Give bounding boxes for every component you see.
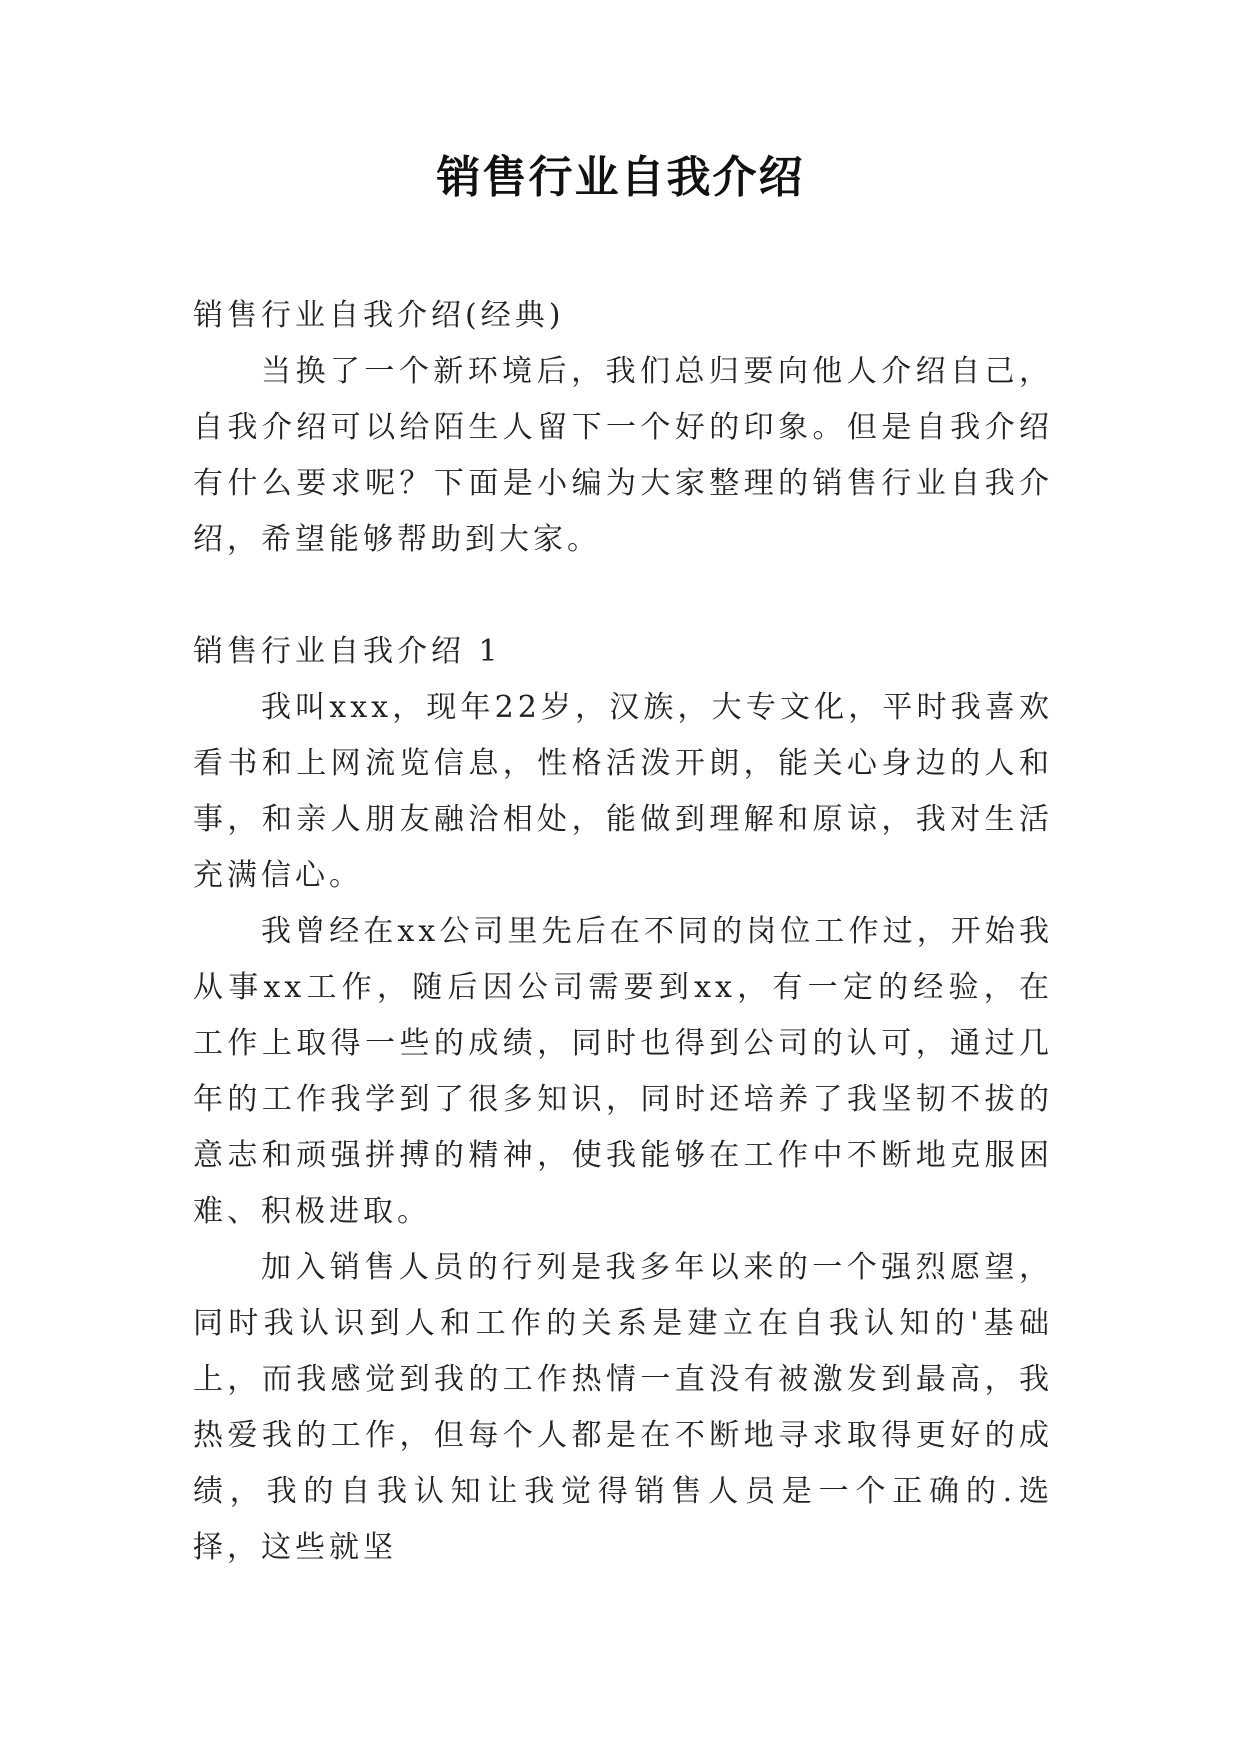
page-title: 销售行业自我介绍 xyxy=(436,152,805,203)
section-spacer xyxy=(193,568,1053,624)
intro-paragraph: 当换了一个新环境后，我们总归要向他人介绍自己，自我介绍可以给陌生人留下一个好的印象。但是自我介绍有什么要求呢？下面是小编为大家整理的销售行业自我介绍，希望能够帮助到大家。 xyxy=(193,354,1053,557)
section1-paragraph-2: 我曾经在xx公司里先后在不同的岗位工作过，开始我从事xx工作，随后因公司需要到xx，有一定的经验，在工作上取得一些的成绩，同时也得到公司的认可，通过几年的工作我学到了很多知识，同时还培养了我坚韧不拔的意志和顽强拼搏的精神，使我能够在工作中不断地克服困难、积极进取。 xyxy=(193,914,1053,1229)
section1-paragraph-3: 加入销售人员的行列是我多年以来的一个强烈愿望，同时我认识到人和工作的关系是建立在自我认知的'基础上，而我感觉到我的工作热情一直没有被激发到最高，我热爱我的工作，但每个人都是在不断地寻求取得更好的成绩，我的自我认知让我觉得销售人员是一个正确的.选择，这些就坚 xyxy=(193,1250,1053,1565)
section1-paragraph-1: 我叫xxx，现年22岁，汉族，大专文化，平时我喜欢看书和上网流览信息，性格活泼开朗，能关心身边的人和事，和亲人朋友融洽相处，能做到理解和原谅，我对生活充满信心。 xyxy=(193,690,1053,893)
intro-heading: 销售行业自我介绍(经典) xyxy=(193,298,565,333)
section1-heading: 销售行业自我介绍 1 xyxy=(193,634,502,669)
document-body xyxy=(193,288,1053,1576)
